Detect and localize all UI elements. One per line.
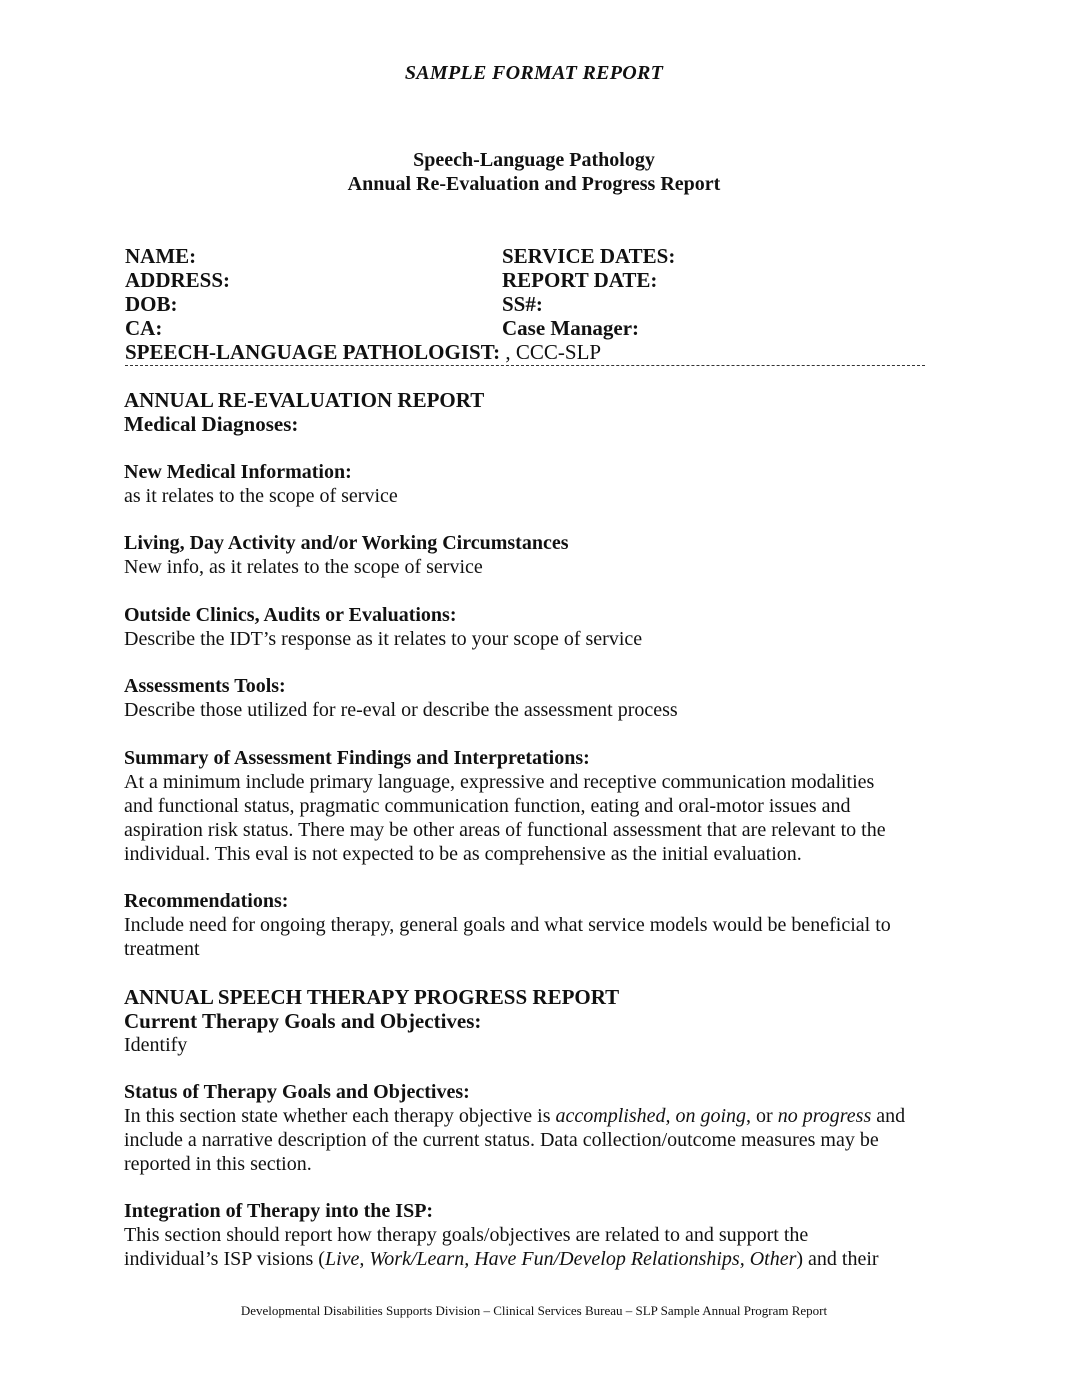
section-annual-reevaluation — [124, 388, 939, 436]
section-heading: Recommendations: — [124, 890, 289, 912]
section-heading: ANNUAL SPEECH THERAPY PROGRESS REPORT — [124, 985, 620, 1009]
section-body: Identify — [124, 1034, 188, 1056]
section-heading: ANNUAL RE-EVALUATION REPORT — [124, 388, 485, 412]
section-body-line: individual. This eval is not expected to be as comprehensive as the initial evaluation. — [124, 843, 802, 865]
section-heading: New Medical Information: — [124, 461, 352, 483]
section-body: Describe the IDT’s response as it relates to your scope of service — [124, 628, 643, 650]
section-heading: Integration of Therapy into the ISP: — [124, 1200, 434, 1222]
section-progress-report — [124, 985, 939, 1057]
section-heading: Summary of Assessment Findings and Interpretations: — [124, 747, 590, 769]
section-heading: Status of Therapy Goals and Objectives: — [124, 1081, 470, 1103]
page-footer: Developmental Disabilities Supports Division – Clinical Services Bureau – SLP Sample Annual Program Report — [240, 1303, 828, 1318]
section-assessment-tools — [124, 674, 939, 722]
section-body-line: reported in this section. — [124, 1153, 312, 1175]
field-ss: SS#: — [502, 292, 543, 316]
field-slp-value: , CCC-SLP — [505, 340, 602, 364]
field-service-dates: SERVICE DATES: — [502, 244, 676, 268]
report-subtitle-discipline: Speech-Language Pathology — [413, 149, 655, 171]
section-body-line: treatment — [124, 938, 200, 960]
section-body-line: aspiration risk status. There may be other areas of functional assessment that are relevant to the — [124, 819, 886, 841]
section-recommendations — [124, 889, 939, 961]
current-goals-heading: Current Therapy Goals and Objectives: — [124, 1009, 482, 1033]
section-new-medical-info — [124, 460, 939, 508]
section-heading: Living, Day Activity and/or Working Circumstances — [124, 532, 569, 554]
section-body: Describe those utilized for re-eval or describe the assessment process — [124, 699, 678, 721]
section-body-line: At a minimum include primary language, expressive and receptive communication modalities — [124, 771, 875, 793]
field-report-date: REPORT DATE: — [502, 268, 658, 292]
document-title: SAMPLE FORMAT REPORT — [404, 62, 664, 84]
section-heading: Assessments Tools: — [124, 675, 286, 697]
section-assessment-summary — [124, 746, 939, 866]
section-divider — [125, 365, 925, 366]
section-body-line: Include need for ongoing therapy, general goals and what service models would be beneficial to — [124, 914, 891, 936]
section-heading: Outside Clinics, Audits or Evaluations: — [124, 604, 457, 626]
field-name: NAME: — [125, 244, 197, 268]
medical-diagnoses-heading: Medical Diagnoses: — [124, 412, 299, 436]
status-term-no-progress: no progress — [777, 1105, 872, 1127]
report-subtitle-type: Annual Re-Evaluation and Progress Report — [347, 173, 721, 195]
field-ca: CA: — [125, 316, 163, 340]
field-slp-label: SPEECH-LANGUAGE PATHOLOGIST: — [125, 340, 501, 364]
field-case-manager: Case Manager: — [502, 316, 640, 340]
section-isp-integration — [124, 1199, 939, 1271]
section-body-line: and functional status, pragmatic communication function, eating and oral-motor issues and — [124, 795, 851, 817]
field-dob: DOB: — [125, 292, 178, 316]
section-outside-clinics — [124, 603, 939, 651]
status-term-accomplished: accomplished, on going — [555, 1105, 747, 1127]
section-living-circumstances — [124, 531, 939, 579]
section-body-line: individual’s ISP visions (Live, Work/Learn, Have Fun/Develop Relationships, Other) and their — [124, 1248, 879, 1270]
section-body-line: In this section state whether each therapy objective is accomplished, on going, or no progress and — [124, 1105, 906, 1127]
field-slp — [125, 340, 601, 365]
section-body: New info, as it relates to the scope of service — [124, 556, 483, 578]
section-goal-status — [124, 1080, 939, 1176]
section-body-line: This section should report how therapy goals/objectives are related to and support the — [124, 1224, 809, 1246]
isp-visions-list: Live, Work/Learn, Have Fun/Develop Relationships, Other — [324, 1248, 797, 1270]
field-address: ADDRESS: — [125, 268, 231, 292]
section-body-line: include a narrative description of the current status. Data collection/outcome measures may be — [124, 1129, 879, 1151]
section-body: as it relates to the scope of service — [124, 485, 398, 507]
